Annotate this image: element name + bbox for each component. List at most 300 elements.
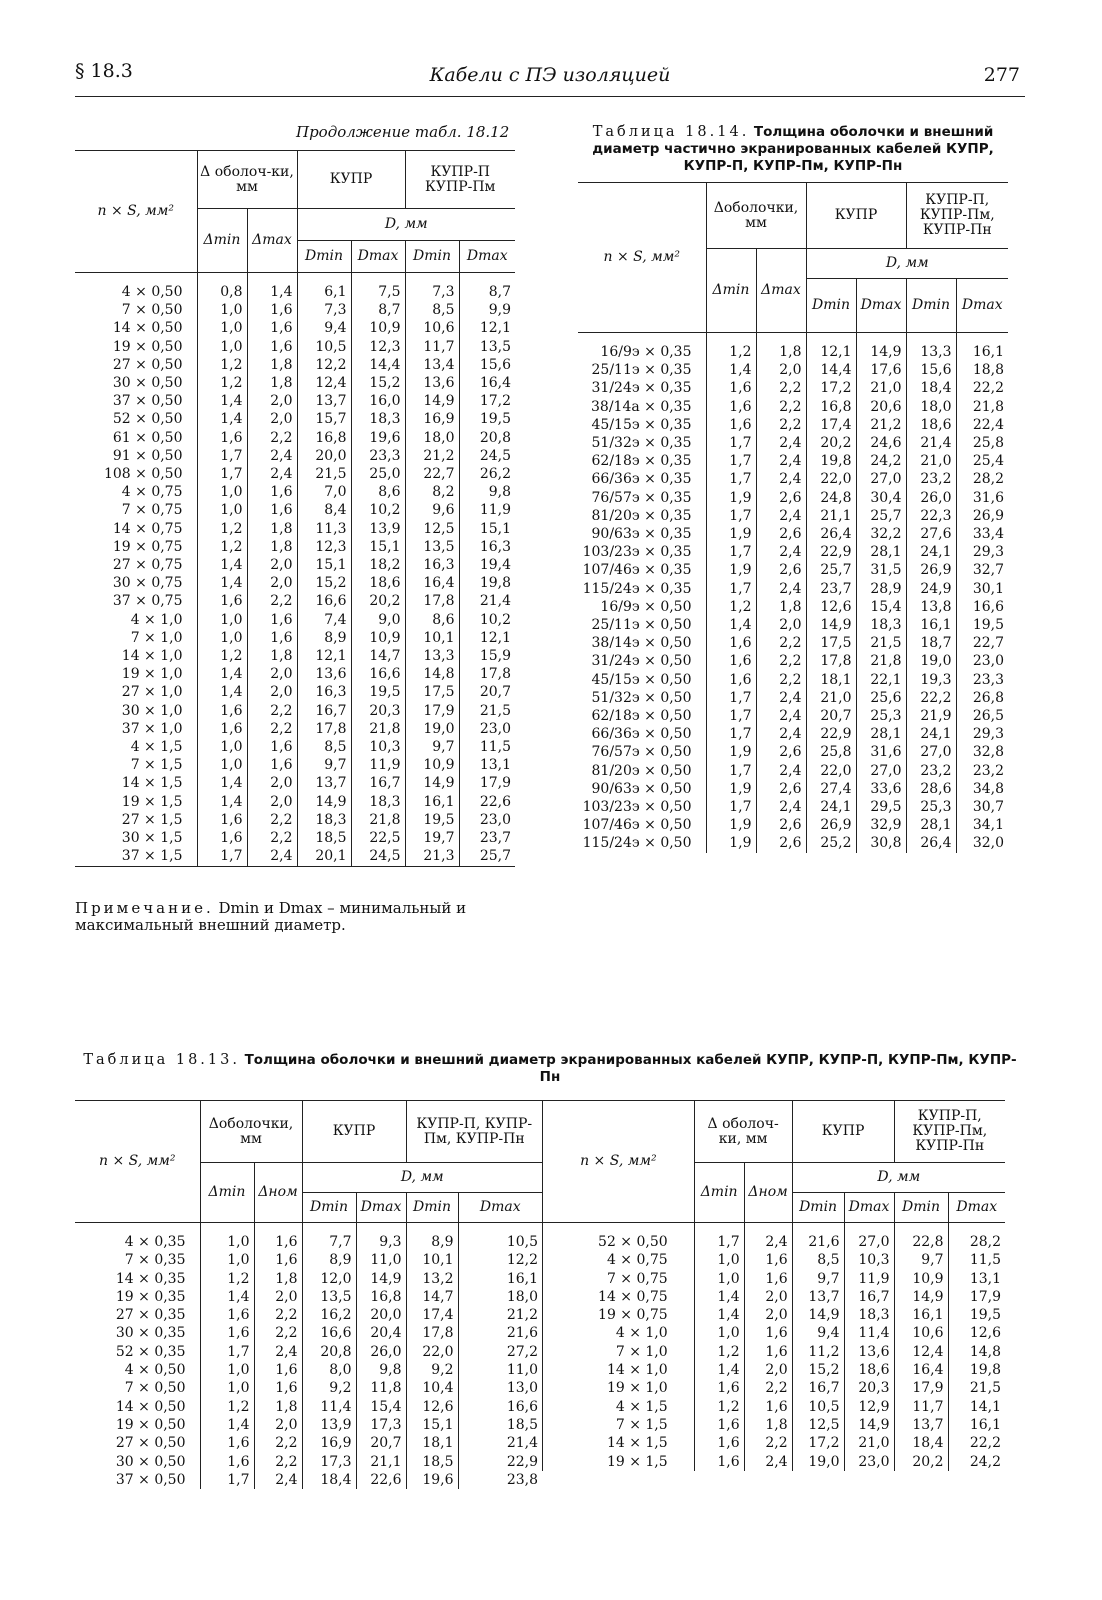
cell-value: 2,6	[756, 561, 806, 579]
table-row	[543, 1343, 1006, 1361]
cell-value: 16,7	[351, 774, 405, 792]
cell-value: 19,0	[405, 720, 459, 738]
table-row	[543, 1288, 1006, 1306]
cell-value: 11,4	[302, 1398, 356, 1416]
cell-value: 20,3	[844, 1379, 894, 1397]
cell-value: 14,9	[792, 1306, 844, 1324]
cell-value: 30,1	[956, 580, 1008, 598]
col-header-kupr: КУПР	[302, 1101, 406, 1163]
cell-conductor: 4 × 1,0	[75, 611, 197, 629]
col-header-dnom: Δном	[744, 1163, 792, 1223]
cell-value: 17,9	[405, 702, 459, 720]
cell-value: 2,4	[756, 689, 806, 707]
cell-value: 1,0	[197, 483, 247, 501]
cell-value: 22,5	[351, 829, 405, 847]
cell-conductor: 19 × 0,35	[75, 1288, 200, 1306]
table-row	[75, 774, 515, 792]
table-row	[75, 273, 515, 302]
cell-value: 1,4	[197, 683, 247, 701]
cell-value: 20,7	[806, 707, 856, 725]
cell-value: 1,9	[706, 834, 756, 852]
cell-value: 1,6	[197, 702, 247, 720]
table-row	[75, 1453, 542, 1471]
cell-conductor: 19 × 0,75	[75, 538, 197, 556]
cell-value: 13,7	[297, 392, 351, 410]
table-row	[75, 720, 515, 738]
cell-value: 31,6	[856, 743, 906, 761]
cell-value: 12,2	[458, 1251, 542, 1269]
cell-value: 7,3	[297, 301, 351, 319]
cell-value: 2,4	[756, 725, 806, 743]
cell-value: 21,8	[856, 652, 906, 670]
cell-value: 18,1	[806, 671, 856, 689]
cell-value: 23,2	[956, 762, 1008, 780]
table-row	[75, 356, 515, 374]
cell-conductor: 81/20э × 0,50	[578, 762, 706, 780]
cell-value: 1,8	[254, 1270, 302, 1288]
cell-value: 17,5	[806, 634, 856, 652]
table-row	[75, 611, 515, 629]
cell-conductor: 61 × 0,50	[75, 429, 197, 447]
cell-value: 1,9	[706, 525, 756, 543]
table-row	[578, 398, 1008, 416]
cell-value: 30,4	[856, 489, 906, 507]
cell-value: 20,1	[297, 847, 351, 866]
cell-value: 21,0	[856, 379, 906, 397]
cell-value: 13,6	[297, 665, 351, 683]
cell-value: 1,0	[200, 1223, 254, 1252]
table-row	[75, 665, 515, 683]
table-13-title: Толщина оболочки и внешний диаметр экранированных кабелей КУПР, КУПР-П, КУПР-Пм, КУПР-Пн	[244, 1052, 1017, 1085]
cell-value: 12,5	[792, 1416, 844, 1434]
table-row	[578, 561, 1008, 579]
cell-value: 8,7	[459, 273, 515, 302]
cell-value: 17,3	[356, 1416, 406, 1434]
table-row	[75, 392, 515, 410]
cell-value: 10,5	[297, 338, 351, 356]
table-row	[75, 1288, 542, 1306]
cell-conductor: 14 × 0,50	[75, 319, 197, 337]
cell-value: 2,0	[744, 1288, 792, 1306]
cell-value: 1,6	[694, 1453, 744, 1471]
cell-value: 19,5	[351, 683, 405, 701]
table-row	[75, 1306, 542, 1324]
cell-value: 11,9	[459, 501, 515, 519]
cell-value: 15,6	[906, 361, 956, 379]
col-header-kupr-p: КУПР-П, КУПР-Пм, КУПР-Пн	[906, 183, 1008, 249]
cell-value: 1,9	[706, 816, 756, 834]
cell-value: 1,4	[197, 556, 247, 574]
cell-conductor: 19 × 1,5	[75, 793, 197, 811]
cell-value: 2,4	[247, 465, 297, 483]
cell-value: 28,1	[906, 816, 956, 834]
cell-value: 7,7	[302, 1223, 356, 1252]
cell-conductor: 31/24э × 0,50	[578, 652, 706, 670]
cell-value: 1,2	[197, 647, 247, 665]
col-header-kupr-dmin: Dmin	[302, 1193, 356, 1223]
cell-conductor: 27 × 0,50	[75, 1434, 200, 1452]
cell-value: 22,9	[458, 1453, 542, 1471]
col-header-kupr: КУПР	[297, 151, 405, 209]
cell-value: 1,2	[200, 1270, 254, 1288]
cell-value: 11,0	[458, 1361, 542, 1379]
cell-value: 23,2	[906, 470, 956, 488]
cell-value: 18,3	[351, 793, 405, 811]
cell-value: 21,5	[948, 1379, 1005, 1397]
cell-value: 18,6	[351, 574, 405, 592]
cell-conductor: 31/24э × 0,35	[578, 379, 706, 397]
cell-value: 15,1	[351, 538, 405, 556]
cell-value: 31,6	[956, 489, 1008, 507]
cell-value: 16,7	[792, 1379, 844, 1397]
cell-value: 1,6	[197, 429, 247, 447]
cell-value: 10,9	[351, 319, 405, 337]
table-row	[75, 1251, 542, 1269]
cell-value: 23,3	[956, 671, 1008, 689]
cell-conductor: 30 × 1,5	[75, 829, 197, 847]
cell-conductor: 38/14а × 0,35	[578, 398, 706, 416]
cell-value: 1,2	[197, 538, 247, 556]
cell-value: 13,6	[844, 1343, 894, 1361]
cell-value: 25,7	[856, 507, 906, 525]
cell-value: 22,8	[894, 1223, 948, 1252]
cell-value: 26,8	[956, 689, 1008, 707]
cell-value: 24,2	[948, 1453, 1005, 1471]
cell-value: 1,6	[706, 652, 756, 670]
table-row	[578, 634, 1008, 652]
cell-value: 16,6	[458, 1398, 542, 1416]
col-header-delta: Δ оболоч-ки, мм	[694, 1101, 792, 1163]
cell-value: 15,2	[351, 374, 405, 392]
cell-value: 11,4	[844, 1324, 894, 1342]
cell-value: 2,0	[247, 683, 297, 701]
cell-value: 2,2	[756, 379, 806, 397]
cell-value: 1,6	[200, 1434, 254, 1452]
cell-conductor: 37 × 0,75	[75, 592, 197, 610]
table-row	[578, 652, 1008, 670]
cell-value: 18,5	[406, 1453, 458, 1471]
cell-value: 18,4	[894, 1434, 948, 1452]
cell-value: 20,8	[302, 1343, 356, 1361]
cell-value: 23,0	[459, 811, 515, 829]
cell-value: 16,9	[405, 410, 459, 428]
cell-conductor: 14 × 0,50	[75, 1398, 200, 1416]
cell-value: 1,6	[200, 1324, 254, 1342]
cell-value: 7,3	[405, 273, 459, 302]
cell-value: 21,9	[906, 707, 956, 725]
cell-conductor: 37 × 1,0	[75, 720, 197, 738]
cell-value: 1,6	[247, 483, 297, 501]
table-row	[75, 756, 515, 774]
cell-value: 2,4	[254, 1343, 302, 1361]
cell-value: 1,2	[694, 1398, 744, 1416]
cell-value: 9,2	[406, 1361, 458, 1379]
cell-value: 17,9	[459, 774, 515, 792]
cell-value: 1,7	[706, 725, 756, 743]
cell-value: 14,1	[948, 1398, 1005, 1416]
table-row	[75, 683, 515, 701]
cell-value: 14,9	[405, 392, 459, 410]
table-row	[578, 333, 1008, 362]
table-row	[543, 1434, 1006, 1452]
table-row	[543, 1379, 1006, 1397]
cell-value: 27,4	[806, 780, 856, 798]
col-header-kuprp-dmin: Dmin	[894, 1193, 948, 1223]
cell-value: 1,0	[200, 1379, 254, 1397]
cell-value: 25,4	[956, 452, 1008, 470]
cell-value: 20,0	[297, 447, 351, 465]
cell-value: 16,8	[356, 1288, 406, 1306]
cell-value: 18,8	[956, 361, 1008, 379]
cell-value: 27,0	[856, 762, 906, 780]
table-row	[75, 592, 515, 610]
cell-value: 1,7	[706, 452, 756, 470]
table-row	[578, 452, 1008, 470]
cell-value: 1,7	[200, 1471, 254, 1489]
cell-value: 16,3	[297, 683, 351, 701]
cell-conductor: 45/15э × 0,35	[578, 416, 706, 434]
cell-value: 9,6	[405, 501, 459, 519]
cell-value: 14,9	[856, 333, 906, 362]
cell-value: 10,2	[459, 611, 515, 629]
col-header-dmax: Δmax	[247, 209, 297, 273]
cell-value: 1,7	[706, 707, 756, 725]
table-row	[578, 470, 1008, 488]
table-row	[75, 1379, 542, 1397]
section-number: § 18.3	[75, 60, 133, 82]
cell-value: 17,6	[856, 361, 906, 379]
cell-value: 21,2	[856, 416, 906, 434]
cell-conductor: 103/23э × 0,35	[578, 543, 706, 561]
cell-value: 1,6	[694, 1434, 744, 1452]
cell-value: 2,6	[756, 834, 806, 852]
cell-value: 17,2	[792, 1434, 844, 1452]
table-row	[543, 1453, 1006, 1471]
cell-value: 16,6	[297, 592, 351, 610]
table-13-label: Таблица 18.13.	[83, 1052, 240, 1068]
cell-conductor: 27 × 1,5	[75, 811, 197, 829]
cell-value: 17,8	[297, 720, 351, 738]
cell-value: 21,8	[956, 398, 1008, 416]
cell-value: 13,1	[948, 1270, 1005, 1288]
cell-value: 30,8	[856, 834, 906, 852]
cell-conductor: 103/23э × 0,50	[578, 798, 706, 816]
cell-value: 32,9	[856, 816, 906, 834]
table-12-continuation: Продолжение табл. 18.12	[296, 123, 510, 141]
table-14	[578, 182, 1008, 853]
cell-value: 9,0	[351, 611, 405, 629]
cell-value: 18,6	[844, 1361, 894, 1379]
cell-value: 10,5	[792, 1398, 844, 1416]
cell-value: 32,0	[956, 834, 1008, 852]
cell-value: 1,7	[706, 689, 756, 707]
cell-value: 1,4	[197, 665, 247, 683]
cell-value: 19,8	[459, 574, 515, 592]
table-14-title: Толщина оболочки и внешний диаметр частично экранированных кабелей КУПР, КУПР-П, КУПР-Пм, КУПР-Пн	[592, 124, 994, 174]
cell-value: 11,7	[894, 1398, 948, 1416]
cell-value: 16,7	[844, 1288, 894, 1306]
cell-value: 8,4	[297, 501, 351, 519]
cell-value: 26,0	[356, 1343, 406, 1361]
cell-value: 1,6	[706, 634, 756, 652]
cell-value: 25,3	[906, 798, 956, 816]
cell-value: 21,8	[351, 811, 405, 829]
cell-value: 15,2	[297, 574, 351, 592]
col-header-kuprp-dmin: Dmin	[405, 241, 459, 273]
cell-value: 15,6	[459, 356, 515, 374]
cell-value: 2,2	[247, 429, 297, 447]
cell-value: 10,9	[894, 1270, 948, 1288]
cell-conductor: 51/32э × 0,50	[578, 689, 706, 707]
cell-value: 1,6	[200, 1306, 254, 1324]
table-14-label: Таблица 18.14.	[592, 124, 750, 140]
cell-value: 10,1	[406, 1251, 458, 1269]
cell-value: 1,6	[254, 1223, 302, 1252]
cell-value: 23,0	[956, 652, 1008, 670]
cell-value: 12,0	[302, 1270, 356, 1288]
cell-value: 25,3	[856, 707, 906, 725]
cell-value: 28,1	[856, 725, 906, 743]
table-row	[578, 434, 1008, 452]
cell-value: 1,8	[247, 374, 297, 392]
col-header-nxs: n × S, мм²	[578, 183, 706, 333]
cell-value: 11,3	[297, 520, 351, 538]
cell-value: 1,7	[706, 580, 756, 598]
cell-value: 19,5	[405, 811, 459, 829]
cell-value: 22,0	[406, 1343, 458, 1361]
cell-value: 13,7	[297, 774, 351, 792]
cell-conductor: 7 × 1,0	[543, 1343, 695, 1361]
cell-value: 1,0	[197, 319, 247, 337]
cell-value: 1,8	[247, 647, 297, 665]
cell-value: 2,2	[254, 1453, 302, 1471]
table-row	[75, 811, 515, 829]
cell-value: 24,1	[906, 543, 956, 561]
cell-value: 24,1	[906, 725, 956, 743]
cell-value: 17,4	[406, 1306, 458, 1324]
table-row	[543, 1324, 1006, 1342]
col-header-kuprp-dmax: Dmax	[948, 1193, 1005, 1223]
cell-value: 2,6	[756, 489, 806, 507]
cell-conductor: 30 × 0,35	[75, 1324, 200, 1342]
cell-value: 2,4	[744, 1453, 792, 1471]
cell-value: 2,2	[744, 1434, 792, 1452]
cell-value: 25,2	[806, 834, 856, 852]
cell-value: 8,6	[405, 611, 459, 629]
cell-value: 19,6	[351, 429, 405, 447]
cell-conductor: 7 × 0,50	[75, 301, 197, 319]
cell-value: 22,7	[405, 465, 459, 483]
cell-value: 2,2	[756, 398, 806, 416]
cell-value: 1,8	[247, 356, 297, 374]
cell-value: 10,5	[458, 1223, 542, 1252]
cell-value: 8,5	[405, 301, 459, 319]
cell-value: 1,6	[247, 611, 297, 629]
col-header-nxs: n × S, мм²	[543, 1101, 695, 1223]
note-label: Примечание.	[75, 899, 214, 917]
cell-value: 2,4	[756, 434, 806, 452]
table-13-left	[75, 1100, 542, 1489]
table-row	[578, 762, 1008, 780]
table-row	[75, 1270, 542, 1288]
cell-value: 1,9	[706, 561, 756, 579]
cell-value: 1,0	[694, 1270, 744, 1288]
cell-value: 2,2	[756, 671, 806, 689]
cell-value: 22,9	[806, 543, 856, 561]
cell-value: 11,2	[792, 1343, 844, 1361]
cell-value: 1,6	[247, 301, 297, 319]
cell-value: 1,6	[247, 501, 297, 519]
cell-value: 20,6	[856, 398, 906, 416]
cell-value: 23,7	[459, 829, 515, 847]
table-13-caption	[75, 1052, 1025, 1086]
cell-value: 1,6	[744, 1398, 792, 1416]
cell-value: 26,9	[956, 507, 1008, 525]
cell-value: 20,0	[356, 1306, 406, 1324]
cell-value: 10,3	[844, 1251, 894, 1269]
cell-value: 13,4	[405, 356, 459, 374]
cell-value: 12,1	[806, 333, 856, 362]
cell-value: 10,9	[405, 756, 459, 774]
cell-value: 10,3	[351, 738, 405, 756]
cell-value: 2,4	[247, 447, 297, 465]
cell-value: 1,2	[197, 374, 247, 392]
cell-value: 1,4	[200, 1288, 254, 1306]
cell-value: 2,6	[756, 780, 806, 798]
cell-value: 1,6	[744, 1251, 792, 1269]
cell-value: 19,8	[948, 1361, 1005, 1379]
cell-value: 24,6	[856, 434, 906, 452]
cell-value: 1,7	[694, 1223, 744, 1252]
cell-conductor: 90/63э × 0,50	[578, 780, 706, 798]
cell-value: 8,0	[302, 1361, 356, 1379]
cell-value: 17,9	[948, 1288, 1005, 1306]
cell-value: 19,0	[906, 652, 956, 670]
cell-value: 2,2	[744, 1379, 792, 1397]
cell-value: 1,0	[197, 501, 247, 519]
cell-conductor: 7 × 0,50	[75, 1379, 200, 1397]
cell-value: 16,4	[405, 574, 459, 592]
cell-value: 14,9	[844, 1416, 894, 1434]
cell-conductor: 14 × 0,75	[543, 1288, 695, 1306]
cell-value: 2,0	[254, 1416, 302, 1434]
cell-value: 1,6	[694, 1416, 744, 1434]
cell-conductor: 14 × 0,75	[75, 520, 197, 538]
cell-value: 1,2	[197, 356, 247, 374]
table-row	[578, 580, 1008, 598]
cell-conductor: 14 × 1,0	[543, 1361, 695, 1379]
cell-conductor: 76/57э × 0,50	[578, 743, 706, 761]
col-header-diameter: D, мм	[806, 249, 1008, 279]
cell-value: 12,2	[297, 356, 351, 374]
table-row	[75, 319, 515, 337]
table-row	[75, 1223, 542, 1252]
cell-value: 2,0	[247, 410, 297, 428]
cell-value: 16,1	[405, 793, 459, 811]
cell-value: 1,6	[744, 1324, 792, 1342]
cell-value: 16,1	[458, 1270, 542, 1288]
cell-value: 9,7	[792, 1270, 844, 1288]
cell-value: 1,8	[247, 520, 297, 538]
cell-conductor: 91 × 0,50	[75, 447, 197, 465]
cell-value: 1,2	[197, 520, 247, 538]
cell-conductor: 37 × 0,50	[75, 1471, 200, 1489]
cell-value: 2,2	[254, 1434, 302, 1452]
table-row	[578, 361, 1008, 379]
table-row	[578, 689, 1008, 707]
cell-value: 1,4	[197, 410, 247, 428]
cell-value: 17,8	[405, 592, 459, 610]
